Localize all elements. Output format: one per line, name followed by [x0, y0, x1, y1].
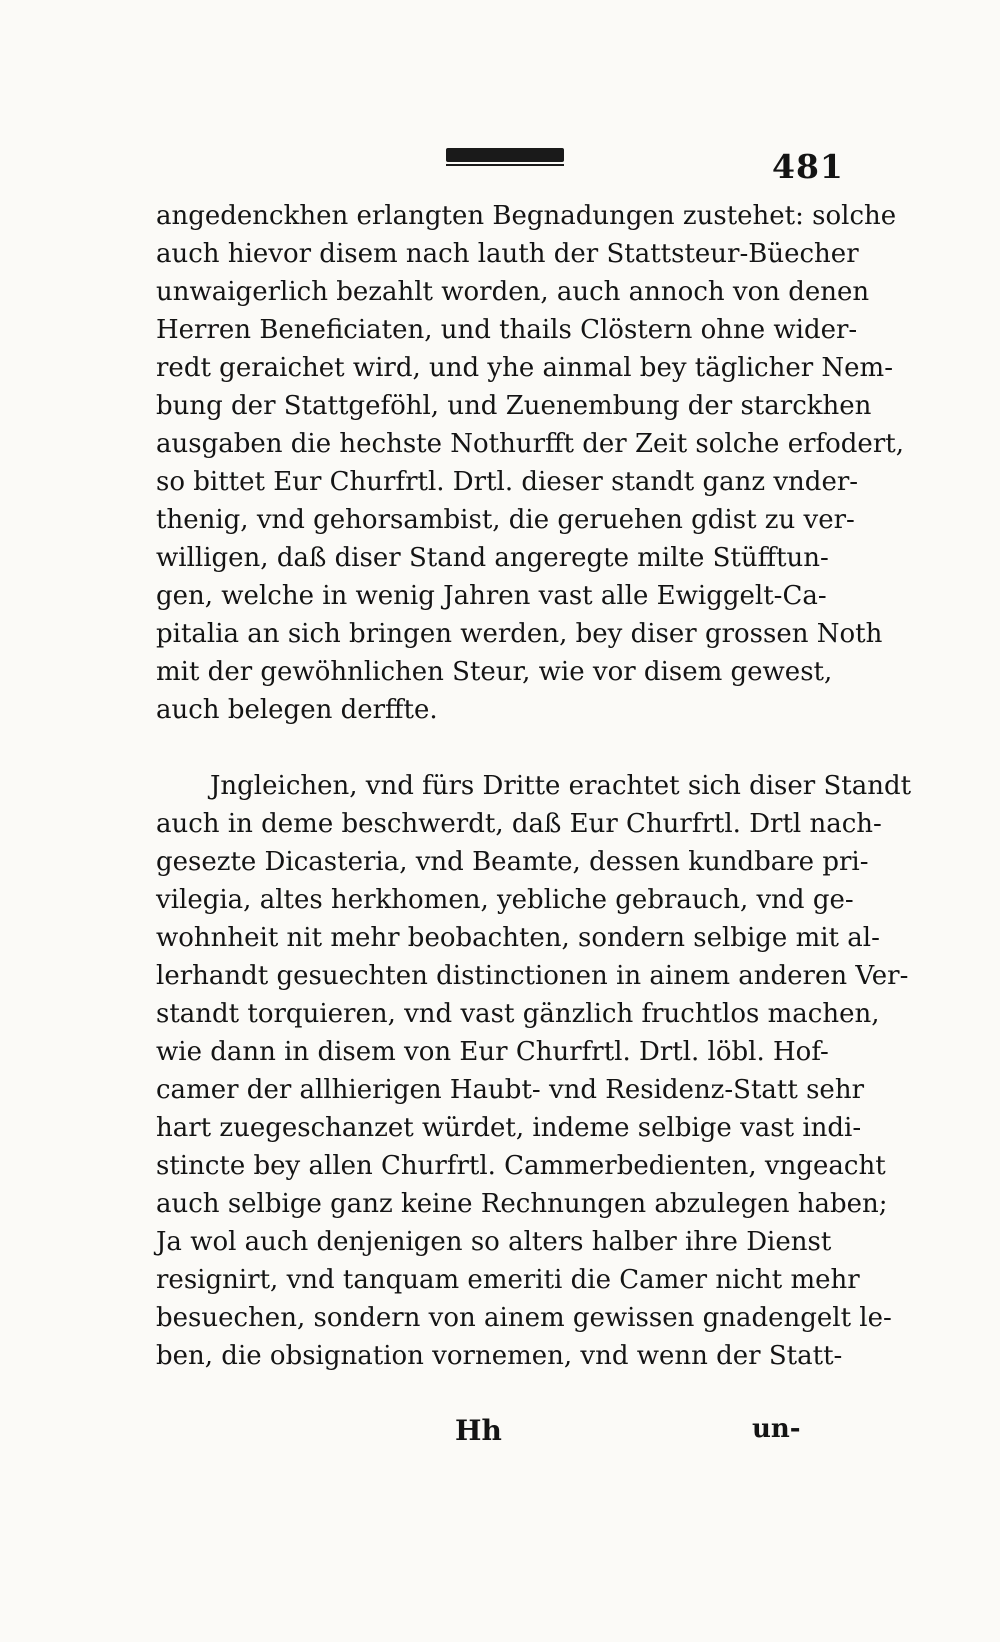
text-line: auch belegen derffte. — [156, 695, 438, 725]
header-rule — [446, 148, 564, 162]
text-line: so bittet Eur Churfrtl. Drtl. dieser standt ganz vnder- — [156, 467, 859, 497]
text-line: auch selbige ganz keine Rechnungen abzulegen haben; — [156, 1189, 888, 1219]
text-line: ausgaben die hechste Nothurfft der Zeit solche erfodert, — [156, 429, 904, 459]
text-line: wohnheit nit mehr beobachten, sondern selbige mit al- — [156, 923, 880, 953]
text-line: besuechen, sondern von ainem gewissen gnadengelt le- — [156, 1303, 892, 1333]
text-line: gesezte Dicasteria, vnd Beamte, dessen kundbare pri- — [156, 847, 869, 877]
text-line: auch hievor disem nach lauth der Stattsteur-Büecher — [156, 239, 859, 269]
text-line: lerhandt gesuechten distinctionen in ainem anderen Ver- — [156, 961, 909, 991]
text-line: redt geraichet wird, und yhe ainmal bey täglicher Nem- — [156, 353, 893, 383]
text-line: mit der gewöhnlichen Steur, wie vor disem gewest, — [156, 657, 833, 687]
signature-mark: Hh — [455, 1414, 502, 1447]
text-line: stincte bey allen Churfrtl. Cammerbedienten, vngeacht — [156, 1151, 886, 1181]
text-line: unwaigerlich bezahlt worden, auch annoch von denen — [156, 277, 870, 307]
text-line: camer der allhierigen Haubt- vnd Residenz-Statt sehr — [156, 1075, 864, 1105]
text-line: willigen, daß diser Stand angeregte milte Stüfftun- — [156, 543, 829, 573]
text-line: angedenckhen erlangten Begnadungen zustehet: solche — [156, 201, 897, 231]
text-line: gen, welche in wenig Jahren vast alle Ewiggelt-Ca- — [156, 581, 827, 611]
text-line: wie dann in disem von Eur Churfrtl. Drtl. löbl. Hof- — [156, 1037, 829, 1067]
text-line: thenig, vnd gehorsambist, die geruehen gdist zu ver- — [156, 505, 855, 535]
text-line: auch in deme beschwerdt, daß Eur Churfrtl. Drtl nach- — [156, 809, 882, 839]
text-line: Herren Beneficiaten, und thails Clöstern ohne wider- — [156, 315, 858, 345]
text-line: pitalia an sich bringen werden, bey diser grossen Noth — [156, 619, 883, 649]
text-line: Jngleichen, vnd fürs Dritte erachtet sich diser Standt — [210, 771, 912, 801]
text-line: bung der Stattgeföhl, und Zuenembung der starckhen — [156, 391, 872, 421]
text-line: Ja wol auch denjenigen so alters halber ihre Dienst — [156, 1227, 832, 1257]
page-number: 481 — [772, 147, 844, 186]
text-line: vilegia, altes herkhomen, yebliche gebrauch, vnd ge- — [156, 885, 854, 915]
text-line: ben, die obsignation vornemen, vnd wenn der Statt- — [156, 1341, 843, 1371]
text-line: resignirt, vnd tanquam emeriti die Camer nicht mehr — [156, 1265, 860, 1295]
text-line: standt torquieren, vnd vast gänzlich fruchtlos machen, — [156, 999, 880, 1029]
catchword: un- — [752, 1414, 801, 1444]
text-line: hart zuegeschanzet würdet, indeme selbige vast indi- — [156, 1113, 862, 1143]
